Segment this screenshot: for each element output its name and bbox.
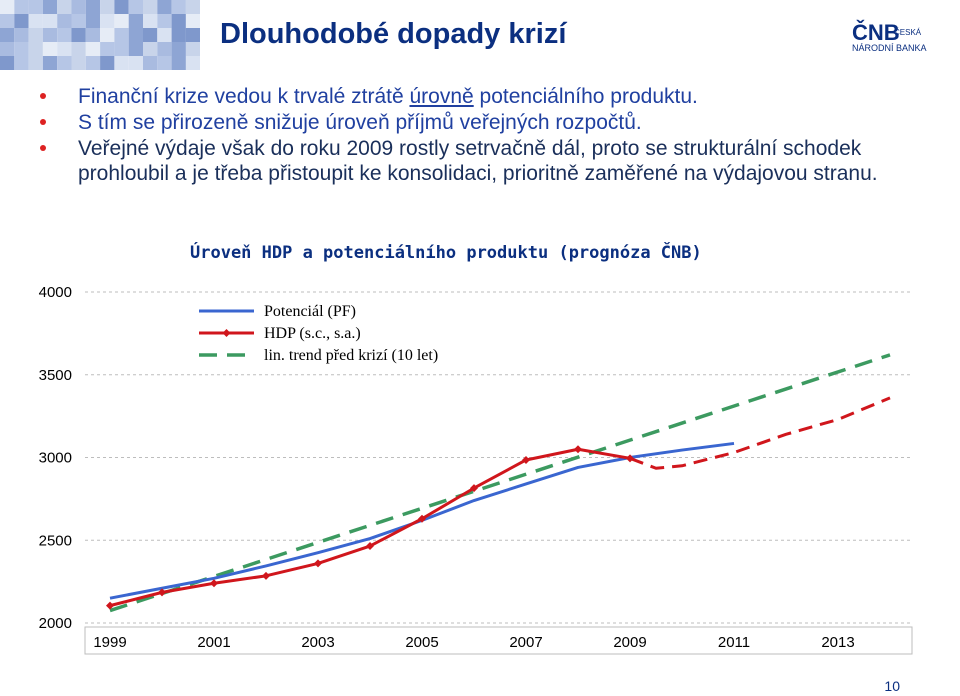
mosaic-tile bbox=[100, 42, 114, 56]
mosaic-tile bbox=[129, 56, 143, 70]
mosaic-tile bbox=[86, 14, 100, 28]
bullet-list bbox=[40, 84, 940, 187]
mosaic-tile bbox=[143, 0, 157, 14]
mosaic-tile bbox=[57, 56, 71, 70]
mosaic-tile bbox=[0, 14, 14, 28]
mosaic-tile bbox=[86, 56, 100, 70]
mosaic-tile bbox=[143, 28, 157, 42]
mosaic-tile bbox=[29, 0, 43, 14]
mosaic-tile bbox=[172, 56, 186, 70]
x-tick-label: 2013 bbox=[821, 634, 855, 651]
mosaic-tile bbox=[114, 42, 128, 56]
mosaic-tile bbox=[129, 14, 143, 28]
mosaic-tile bbox=[43, 28, 57, 42]
series-line-3 bbox=[110, 355, 890, 611]
x-tick-label: 2005 bbox=[405, 634, 439, 651]
mosaic-tile bbox=[186, 14, 200, 28]
mosaic-tile bbox=[57, 28, 71, 42]
legend-label: HDP (s.c., s.a.) bbox=[264, 325, 361, 342]
mosaic-tile bbox=[186, 0, 200, 14]
mosaic-tile bbox=[114, 56, 128, 70]
mosaic-tile bbox=[100, 28, 114, 42]
x-tick-label: 2003 bbox=[301, 634, 335, 651]
mosaic-tile bbox=[157, 28, 171, 42]
y-tick-label: 2000 bbox=[38, 615, 72, 632]
mosaic-tile bbox=[14, 56, 28, 70]
mosaic-tile bbox=[0, 42, 14, 56]
mosaic-tile bbox=[186, 42, 200, 56]
header-mosaic-decoration bbox=[0, 0, 200, 70]
mosaic-tile bbox=[129, 42, 143, 56]
y-tick-label: 3000 bbox=[38, 449, 72, 467]
legend-label: Potenciál (PF) bbox=[264, 303, 356, 320]
mosaic-tile bbox=[43, 0, 57, 14]
mosaic-tile bbox=[172, 28, 186, 42]
mosaic-tile bbox=[57, 42, 71, 56]
mosaic-tile bbox=[0, 28, 14, 42]
x-tick-label: 1999 bbox=[93, 634, 127, 651]
mosaic-tile bbox=[129, 0, 143, 14]
mosaic-tile bbox=[72, 28, 86, 42]
page-title: Dlouhodobé dopady krizí bbox=[220, 18, 567, 50]
mosaic-tile bbox=[43, 14, 57, 28]
data-point bbox=[626, 454, 634, 462]
bullet-text-underlined: úrovně bbox=[409, 85, 474, 108]
bullet-dot bbox=[40, 93, 46, 99]
mosaic-tile bbox=[29, 14, 43, 28]
mosaic-tile bbox=[14, 0, 28, 14]
bullet-dot bbox=[40, 119, 46, 125]
mosaic-tile bbox=[100, 56, 114, 70]
mosaic-tile bbox=[57, 14, 71, 28]
mosaic-tile bbox=[72, 14, 86, 28]
mosaic-tile bbox=[29, 56, 43, 70]
data-point bbox=[262, 572, 270, 580]
logo-line-2: NÁRODNÍ BANKA bbox=[852, 43, 927, 53]
bullet-item bbox=[40, 84, 940, 109]
bullet-item bbox=[40, 110, 940, 135]
mosaic-tile bbox=[14, 28, 28, 42]
mosaic-tile bbox=[186, 28, 200, 42]
mosaic-tile bbox=[72, 42, 86, 56]
data-point bbox=[314, 559, 322, 567]
y-tick-label: 3500 bbox=[38, 366, 72, 384]
page-number: 10 bbox=[884, 678, 900, 694]
mosaic-tile bbox=[157, 42, 171, 56]
mosaic-tile bbox=[43, 42, 57, 56]
mosaic-tile bbox=[72, 56, 86, 70]
mosaic-tile bbox=[29, 28, 43, 42]
data-point bbox=[210, 579, 218, 587]
mosaic-tile bbox=[114, 14, 128, 28]
line-chart bbox=[0, 270, 960, 670]
logo-mark: ČNB bbox=[852, 20, 900, 45]
x-tick-label: 2001 bbox=[197, 634, 231, 651]
y-tick-label: 2500 bbox=[38, 532, 72, 550]
mosaic-tile bbox=[157, 0, 171, 14]
mosaic-tile bbox=[172, 0, 186, 14]
bullet-text-start: Finanční krize vedou k trvalé ztrátě bbox=[78, 85, 410, 108]
mosaic-tile bbox=[72, 0, 86, 14]
mosaic-tile bbox=[143, 42, 157, 56]
x-tick-label: 2007 bbox=[509, 634, 543, 651]
bullet-dot bbox=[40, 145, 46, 151]
mosaic-tile bbox=[0, 56, 14, 70]
mosaic-tile bbox=[157, 56, 171, 70]
chart-title: Úroveň HDP a potenciálního produktu (prognóza ČNB) bbox=[190, 243, 702, 263]
mosaic-tile bbox=[14, 14, 28, 28]
mosaic-tile bbox=[86, 28, 100, 42]
bullet-text-end: potenciálního produktu. bbox=[473, 85, 698, 108]
bullet-item bbox=[40, 136, 940, 186]
mosaic-tile bbox=[29, 42, 43, 56]
x-tick-label: 2009 bbox=[613, 634, 647, 651]
mosaic-tile bbox=[186, 56, 200, 70]
mosaic-tile bbox=[86, 0, 100, 14]
mosaic-tile bbox=[57, 0, 71, 14]
mosaic-tile bbox=[143, 14, 157, 28]
mosaic-tile bbox=[157, 14, 171, 28]
mosaic-tile bbox=[14, 42, 28, 56]
mosaic-tile bbox=[143, 56, 157, 70]
bullet-text: Veřejné výdaje však do roku 2009 rostly setrvačně dál, proto se strukturální schodek prohloubil a je třeba přistoupit ke konsolidaci, prioritně zaměřené na výdajovou stranu. bbox=[78, 137, 878, 185]
y-tick-label: 4000 bbox=[38, 284, 72, 301]
mosaic-tile bbox=[86, 42, 100, 56]
legend-marker bbox=[223, 329, 231, 337]
x-tick-label: 2011 bbox=[717, 634, 751, 651]
mosaic-tile bbox=[114, 28, 128, 42]
mosaic-tile bbox=[100, 14, 114, 28]
logo-line-1: ČESKÁ bbox=[894, 28, 922, 37]
bullet-text: S tím se přirozeně snižuje úroveň příjmů veřejných rozpočtů. bbox=[78, 111, 642, 134]
mosaic-tile bbox=[43, 56, 57, 70]
cnb-logo bbox=[850, 14, 950, 58]
mosaic-tile bbox=[129, 28, 143, 42]
data-point bbox=[574, 445, 582, 453]
mosaic-tile bbox=[0, 0, 14, 14]
mosaic-tile bbox=[114, 0, 128, 14]
mosaic-tile bbox=[172, 14, 186, 28]
mosaic-tile bbox=[172, 42, 186, 56]
mosaic-tile bbox=[100, 0, 114, 14]
legend-label: lin. trend před krizí (10 let) bbox=[264, 347, 439, 364]
